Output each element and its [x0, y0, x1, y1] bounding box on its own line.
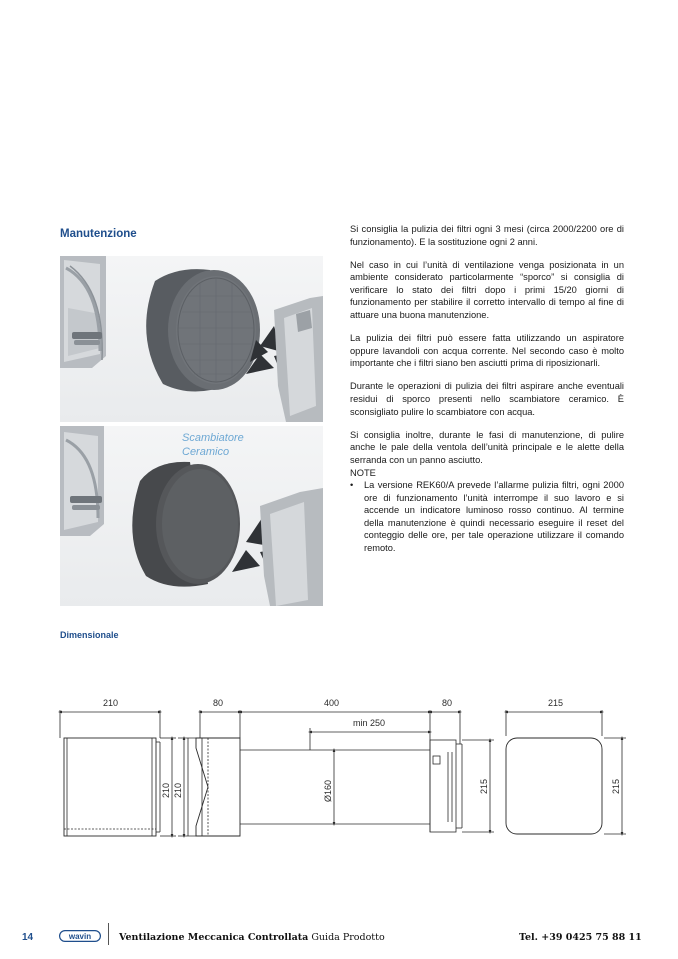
bullet-icon: • [350, 480, 354, 491]
dim-side-height: 210 [173, 782, 183, 798]
dim-duct-length: 400 [324, 698, 340, 708]
caption-line-2: Ceramico [182, 446, 230, 458]
dim-front-height: 210 [161, 782, 171, 798]
footer-title [119, 932, 385, 948]
note-label: NOTE [350, 467, 376, 478]
front-view-grille [64, 738, 160, 836]
dim-min: min 250 [353, 718, 386, 728]
paragraph-1: Si consiglia la pulizia dei filtri ogni 3 mesi (circa 2000/2200 ore di funzionamento). E la sostituzione ogni 2 anni. [350, 224, 624, 247]
dim-cover-width: 215 [548, 698, 564, 708]
caption-line-1: Scambiatore [182, 432, 244, 444]
paragraph-5: Si consiglia inoltre, durante le fasi di manutenzione, di pulire anche le pale della ventola dell’unità principale e le alette della serranda con un panno asciutto. [350, 429, 624, 465]
front-view-cover [506, 738, 602, 834]
dim-unit-height: 215 [479, 778, 489, 794]
note-item [350, 479, 624, 555]
footer-title-bold: Ventilazione Meccanica Controllata [119, 932, 309, 943]
section-title-manutenzione: Manutenzione [60, 228, 137, 240]
dimensional-drawing [48, 690, 638, 850]
maintenance-text [350, 223, 624, 555]
section-title-dimensionale: Dimensionale [60, 630, 119, 640]
brand-logo-text: wavin [68, 931, 92, 941]
dim-cover-height: 215 [611, 778, 621, 794]
paragraph-2: Nel caso in cui l’unità di ventilazione venga posizionata in un ambiente considerato particolarmente “sporco” si consiglia di verificare lo stato dei filtri dopo i primi 15/20 giorni di funzionamento per stabilire il corretto intervallo di tempo al fine di attuare una buona manutenzione. [350, 259, 624, 321]
page-number: 14 [22, 932, 34, 943]
footer-telephone: Tel. +39 0425 75 88 11 [519, 932, 642, 943]
photo-caption [182, 431, 244, 459]
dim-unit-depth: 80 [442, 698, 453, 708]
maintenance-photo-exchanger [60, 426, 323, 606]
note-text: La versione REK60/A prevede l’allarme pulizia filtri, ogni 2000 ore di funzionamento l’unità interrompe il suo lavoro e si accende un indicatore luminoso rosso continuo. Al termine della manutenzione è quindi necessario eseguire il reset del conteggio delle ore, per tale operazione utilizzare il comando remoto. [364, 480, 624, 554]
maintenance-photo-filter [60, 256, 323, 422]
footer-divider [108, 923, 109, 945]
paragraph-3: La pulizia dei filtri può essere fatta utilizzando un aspiratore oppure lavandoli con acqua corrente. Nel secondo caso è molto importante che i filtri siano ben asciutti prima di riposizionarli. [350, 333, 624, 369]
dim-diameter: Ø160 [323, 779, 333, 802]
dim-grille-depth: 80 [213, 698, 224, 708]
footer-title-light: Guida Prodotto [311, 932, 385, 943]
paragraph-4: Durante le operazioni di pulizia dei filtri aspirare anche eventuali residui di sporco presenti nello scambiatore ceramico. È sconsigliato pulire lo scambiatore con acqua. [350, 381, 624, 417]
brand-logo [59, 930, 101, 946]
dim-front-width: 210 [103, 698, 119, 708]
